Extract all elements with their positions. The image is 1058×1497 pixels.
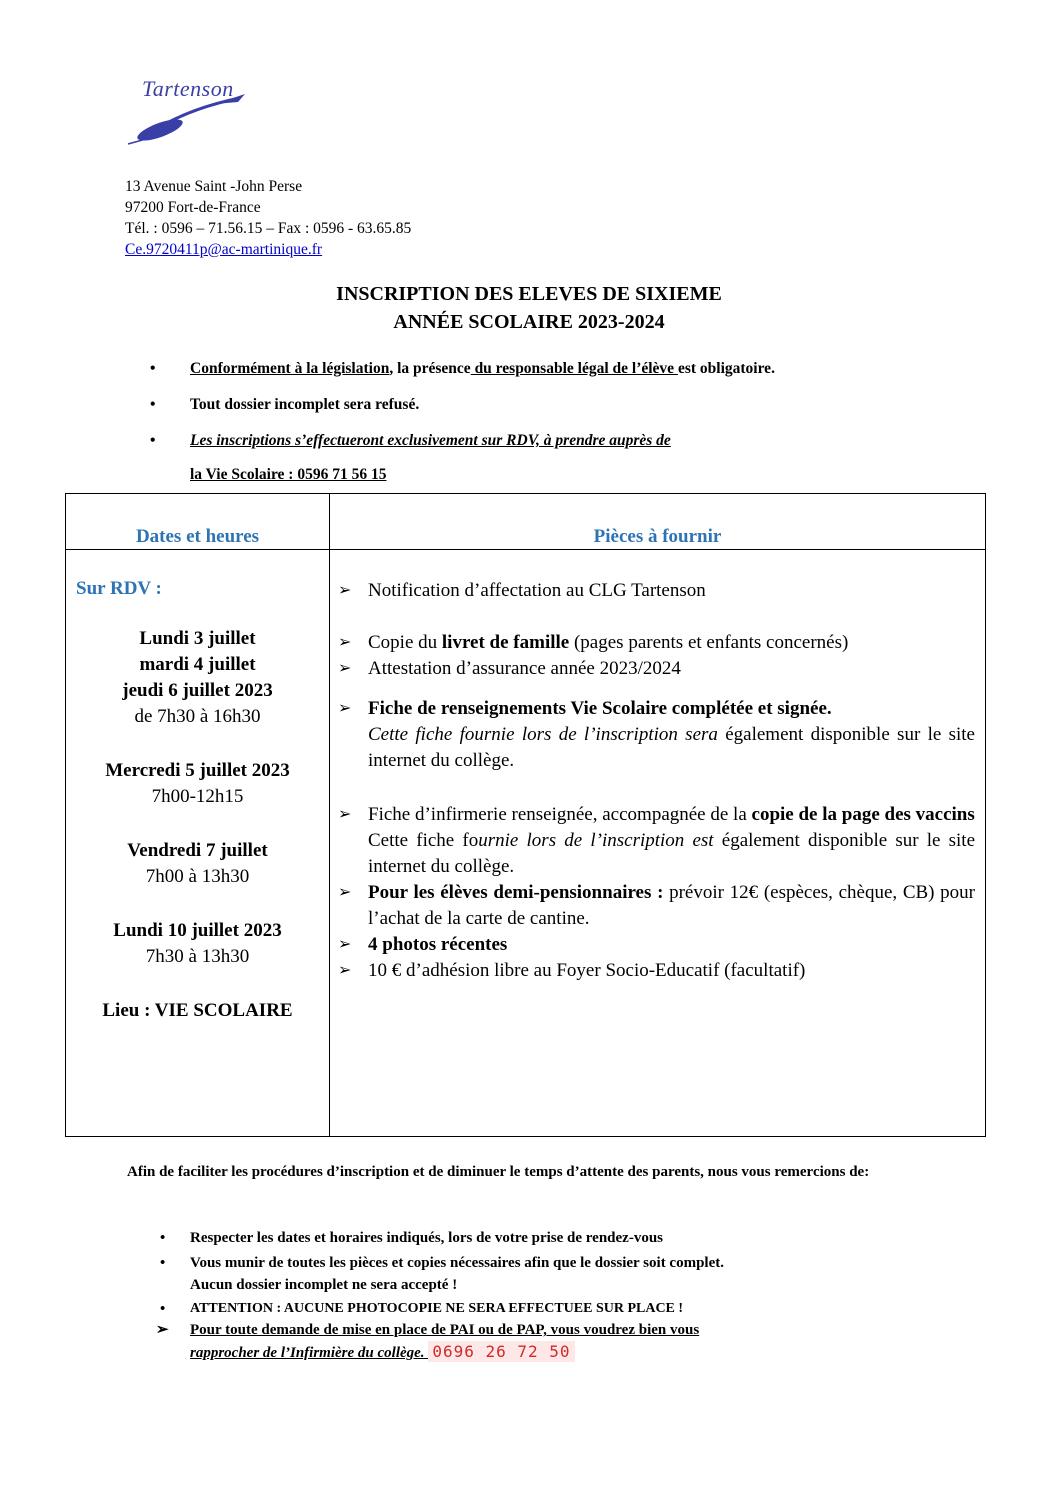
bullet-text: Tout dossier incomplet sera refusé. (190, 396, 420, 413)
arrow-bullet-icon: ➢ (338, 660, 352, 677)
footer-item-photocopy: ATTENTION : AUCUNE PHOTOCOPIE NE SERA EFFECTUEE SUR PLACE ! (190, 1301, 684, 1316)
hours-wednesday: 7h00-12h15 (151, 786, 244, 807)
arrow-bullet-icon: ➢ (338, 936, 352, 953)
footer-item-pai-line2 (190, 1342, 575, 1363)
school-year-title: ANNÉE SCOLAIRE 2023-2024 (393, 311, 665, 333)
footer-item-documents-note: Aucun dossier incomplet ne sera accepté ! (190, 1277, 458, 1293)
hours-friday: 7h00 à 13h30 (145, 866, 250, 887)
arrow-bullet-icon: ➢ (338, 962, 352, 979)
bullet-text-underlined: du responsable légal de l’élève (470, 360, 678, 377)
list-item: ➢ 4 photos récentes (330, 932, 975, 958)
dates-cell (66, 550, 330, 1137)
bullet-text-underlined: Conformément à la législation (190, 360, 390, 377)
arrow-bullet-icon: ➢ (338, 884, 352, 901)
registration-table (65, 493, 986, 1137)
bullet-icon: • (150, 432, 156, 449)
list-item: ➢ Pour les élèves demi-pensionnaires : prévoir 12€ (espèces, chèque, CB) pour l’achat de la carte de cantine. (338, 882, 976, 929)
list-item: ➢ 10 € d’adhésion libre au Foyer Socio-Educatif (facultatif) (330, 958, 975, 984)
bullet-icon: • (160, 1255, 166, 1271)
footer-item-dates: Respecter les dates et horaires indiqués, lors de votre prise de rendez-vous (190, 1230, 664, 1246)
date-thursday-6: jeudi 6 juillet 2023 (122, 680, 273, 701)
documents-cell (330, 550, 986, 1137)
footer-item-pai: Pour toute demande de mise en place de PAI ou de PAP, vous voudrez bien vous (190, 1322, 700, 1338)
sur-rdv-label: Sur RDV : (76, 578, 162, 599)
header-dates: Dates et heures (135, 526, 260, 547)
date-monday-10: Lundi 10 juillet 2023 (113, 920, 282, 941)
school-logo (120, 70, 260, 150)
document-title: INSCRIPTION DES ELEVES DE SIXIEME (336, 283, 722, 305)
bullet-text: est obligatoire. (677, 360, 775, 377)
footer-intro: Afin de faciliter les procédures d’inscription et de diminuer le temps d’attente des parents, nous vous remercions de: (127, 1164, 870, 1180)
hours-group-1: de 7h30 à 16h30 (134, 706, 261, 727)
address-city: 97200 Fort-de-France (125, 199, 261, 216)
address-street: 13 Avenue Saint -John Perse (125, 178, 303, 195)
bullet-icon: • (150, 360, 156, 377)
location: Lieu : VIE SCOLAIRE (102, 1000, 293, 1021)
nurse-contact-text: rapprocher de l’Infirmière du collège. (190, 1345, 429, 1361)
email-link[interactable]: Ce.9720411p@ac-martinique.fr (125, 241, 323, 258)
list-item: ➢ Copie du livret de famille (pages parents et enfants concernés) (330, 630, 975, 656)
arrow-bullet-icon: ➢ (338, 582, 352, 599)
arrow-bullet-icon: ➢ (156, 1322, 169, 1338)
hours-monday-10: 7h30 à 13h30 (145, 946, 250, 967)
bullet-text: Les inscriptions s’effectueront exclusivement sur RDV, à prendre auprès de (190, 432, 671, 449)
bullet-icon: • (160, 1301, 166, 1317)
nurse-phone: 0696 26 72 50 (428, 1341, 574, 1362)
header-cell-dates (66, 494, 330, 550)
vie-scolaire-phone: la Vie Scolaire : 0596 71 56 15 (190, 466, 387, 483)
date-friday-7: Vendredi 7 juillet (127, 840, 268, 861)
footer-item-documents: Vous munir de toutes les pièces et copies nécessaires afin que le dossier soit complet. (190, 1255, 725, 1271)
bullet-text: , la présence (389, 360, 471, 377)
list-item: ➢ Fiche de renseignements Vie Scolaire complétée et signée. Cette fiche fournie lors de l’inscription sera également disponible sur le site internet du collège. (338, 698, 975, 771)
list-item: ➢ Notification d’affectation au CLG Tartenson (330, 578, 975, 604)
address-phone-fax: Tél. : 0596 – 71.56.15 – Fax : 0596 - 63.65.85 (125, 220, 412, 237)
date-wednesday-5: Mercredi 5 juillet 2023 (105, 760, 290, 781)
header-documents: Pièces à fournir (593, 526, 722, 547)
list-item: ➢ Attestation d’assurance année 2023/2024 (330, 656, 975, 682)
date-tuesday-4: mardi 4 juillet (139, 654, 256, 675)
arrow-bullet-icon: ➢ (338, 634, 352, 651)
bullet-icon: • (160, 1230, 166, 1246)
logo-wordmark: Tartenson (142, 76, 234, 101)
bullet-icon: • (150, 396, 156, 413)
arrow-bullet-icon: ➢ (338, 806, 352, 823)
arrow-bullet-icon: ➢ (338, 700, 352, 717)
date-monday-3: Lundi 3 juillet (139, 628, 256, 649)
list-item: ➢ Fiche d’infirmerie renseignée, accompagnée de la copie de la page des vaccins Cette fiche fournie lors de l’inscription est également disponible sur le site internet du collège. (338, 804, 975, 877)
school-address (125, 176, 411, 260)
header-cell-documents (330, 494, 986, 550)
